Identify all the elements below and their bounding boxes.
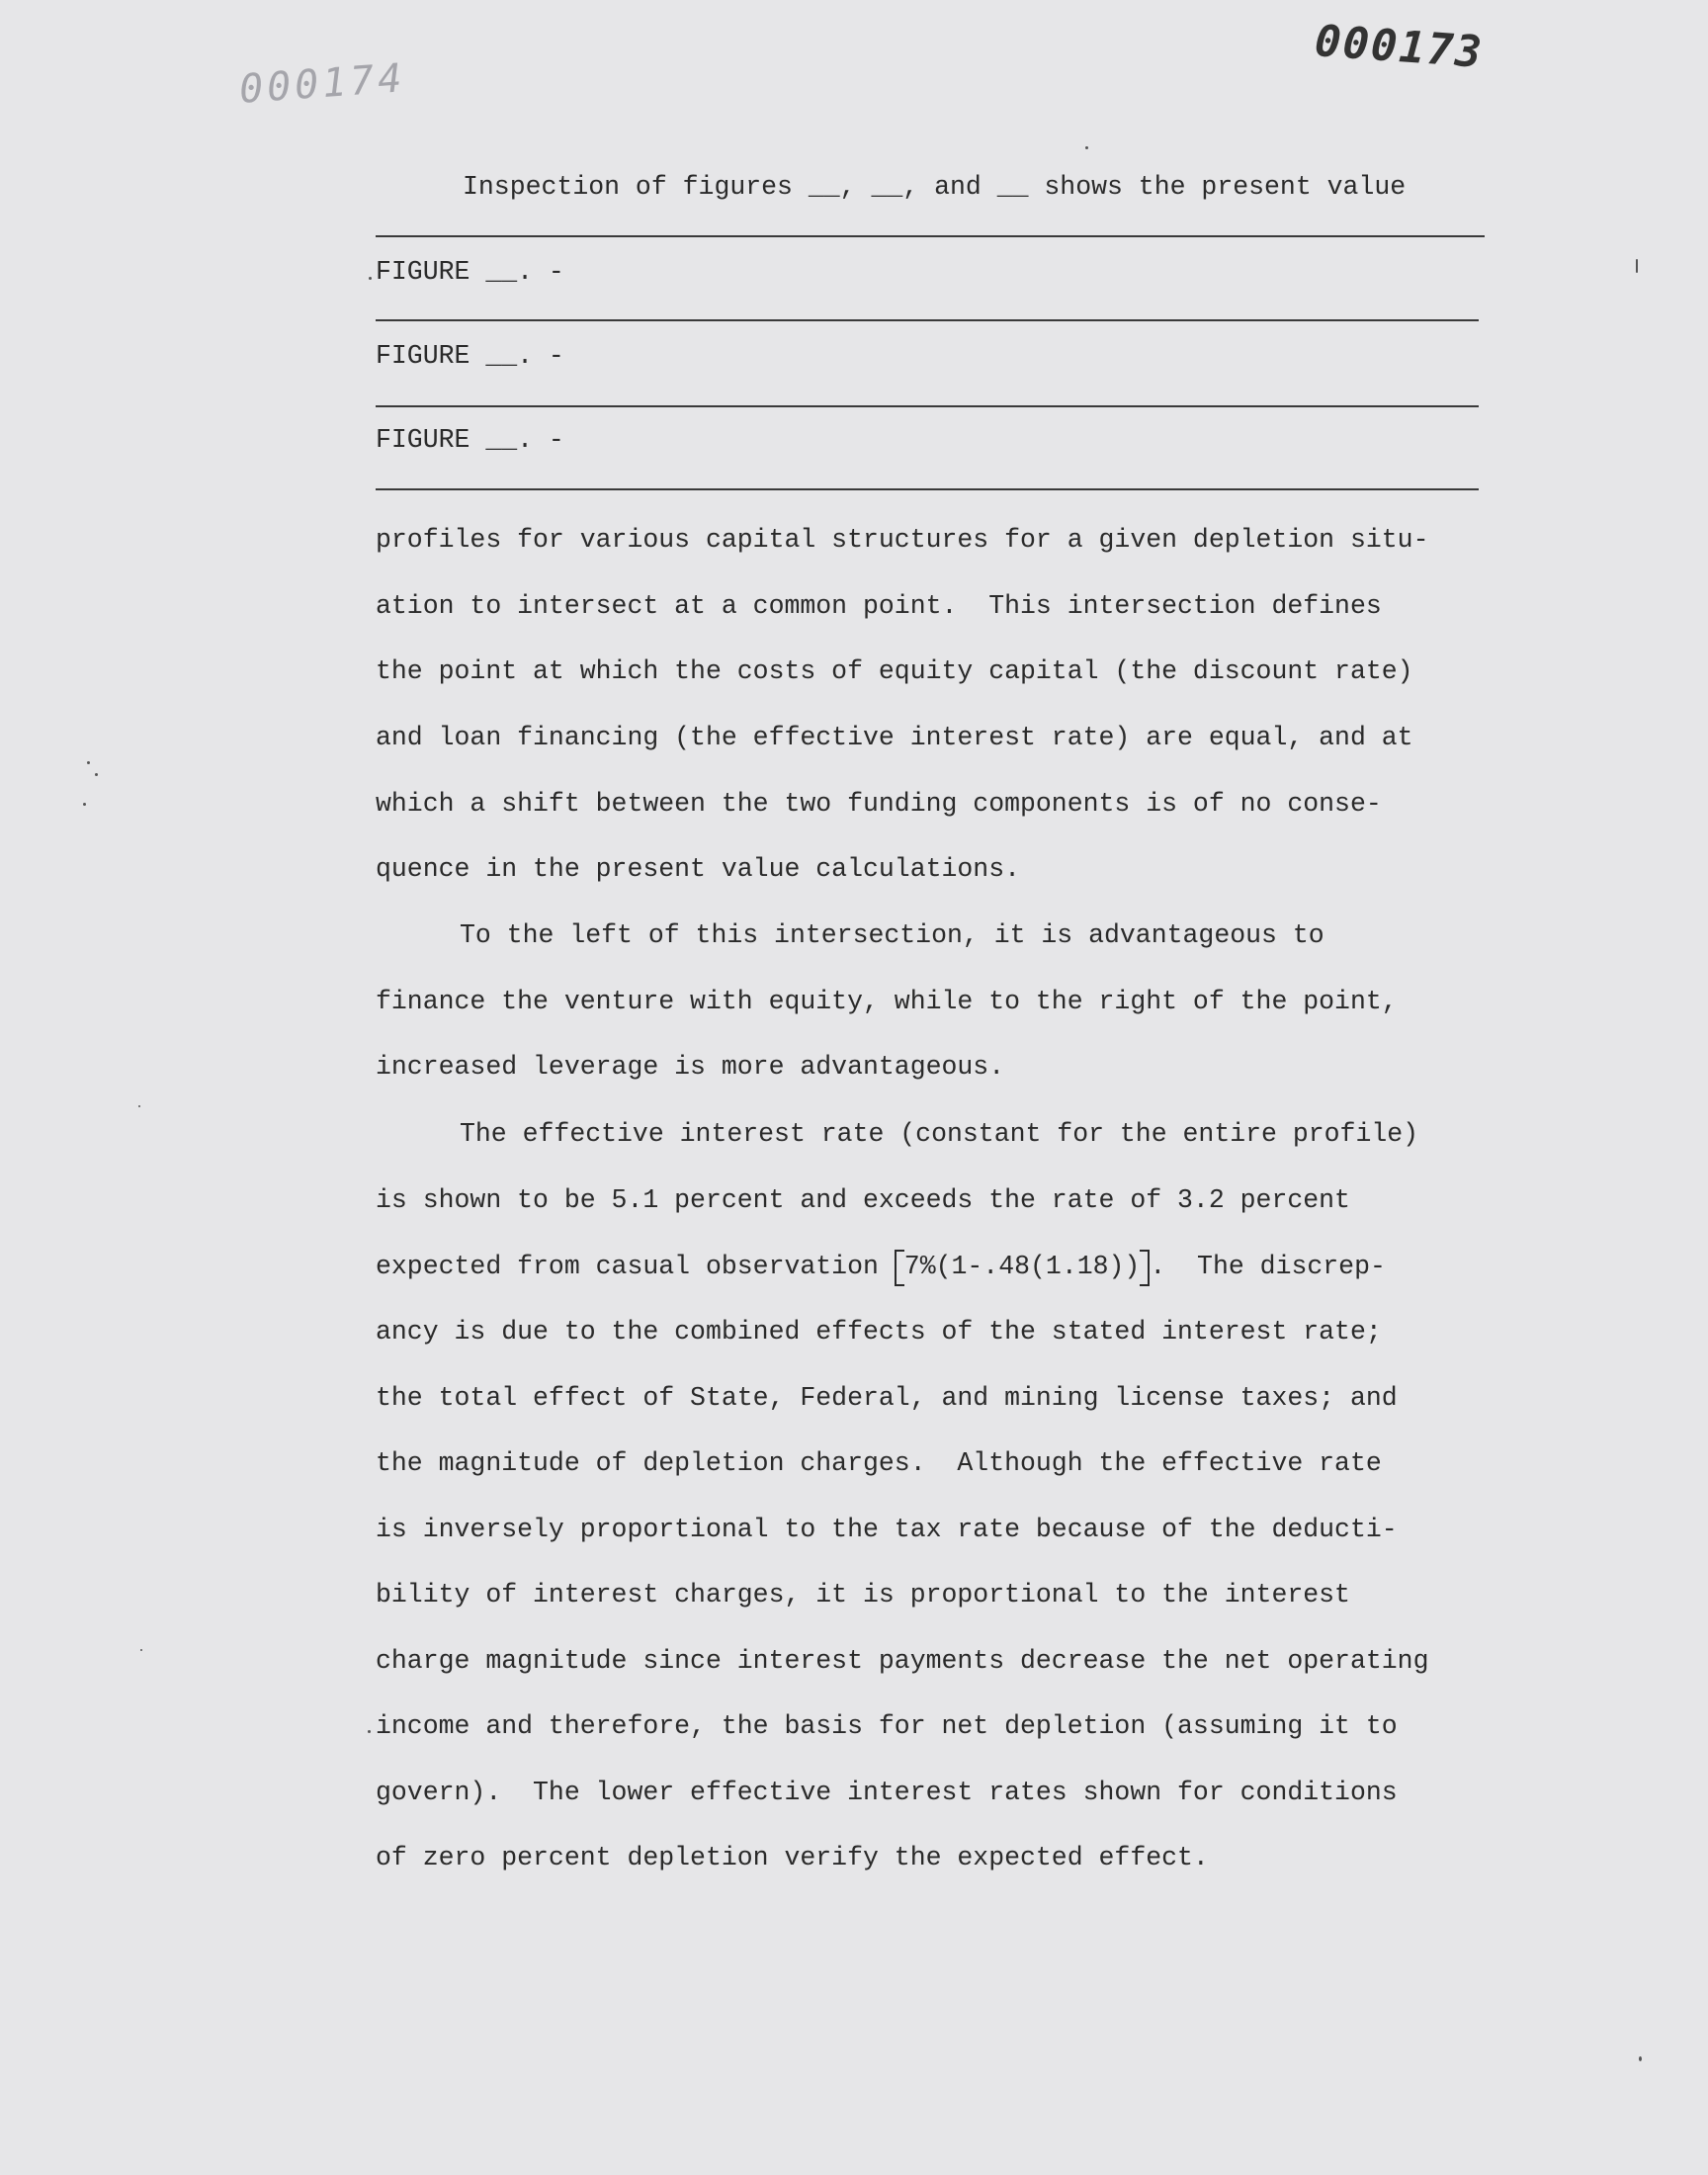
body-line: finance the venture with equity, while to the right of the point, (376, 987, 1398, 1016)
body-line: which a shift between the two funding components is of no conse- (376, 789, 1382, 819)
faint-number-stamp: 000174 (237, 55, 407, 113)
formula-line-before: expected from casual observation (376, 1252, 895, 1281)
figure-caption-3: FIGURE __. - (376, 425, 564, 455)
bates-number-stamp: 000173 (1313, 16, 1486, 78)
body-line: the magnitude of depletion charges. Although the effective rate (376, 1448, 1382, 1478)
scan-speck (1639, 2056, 1642, 2061)
body-line: is inversely proportional to the tax rate because of the deducti- (376, 1515, 1398, 1544)
rule (376, 235, 1485, 237)
scan-speck (140, 1649, 142, 1651)
body-line: govern). The lower effective interest rates shown for conditions (376, 1778, 1398, 1807)
body-line: charge magnitude since interest payments decrease the net operating (376, 1646, 1429, 1676)
body-line: bility of interest charges, it is proportional to the interest (376, 1580, 1350, 1610)
rule (376, 319, 1479, 321)
body-line: To the left of this intersection, it is advantageous to (460, 920, 1324, 950)
header-line: Inspection of figures __, __, and __ shows the present value (463, 172, 1407, 202)
body-line: quence in the present value calculations. (376, 854, 1021, 884)
body-line: ancy is due to the combined effects of the stated interest rate; (376, 1317, 1382, 1347)
rule (376, 405, 1479, 407)
scan-speck (95, 773, 98, 776)
figure-caption-1: FIGURE __. - (376, 257, 564, 287)
bracketed-formula (895, 1250, 1151, 1286)
scan-speck (138, 1105, 140, 1107)
scan-speck (369, 277, 372, 280)
figure-caption-2: FIGURE __. - (376, 341, 564, 371)
body-line: profiles for various capital structures for a given depletion situ- (376, 525, 1429, 555)
body-line: and loan financing (the effective interest rate) are equal, and at (376, 723, 1413, 752)
scan-speck (1085, 146, 1088, 149)
scan-speck (368, 1730, 371, 1733)
scan-speck (1636, 259, 1638, 273)
body-line: The effective interest rate (constant for the entire profile) (460, 1119, 1419, 1149)
formula-line (376, 1254, 1386, 1286)
body-line: increased leverage is more advantageous. (376, 1052, 1005, 1082)
scan-speck (83, 803, 86, 806)
formula-text: 7%(1-.48(1.18)) (903, 1252, 1141, 1281)
body-line: ation to intersect at a common point. This intersection defines (376, 591, 1382, 621)
scan-speck (87, 761, 90, 764)
body-line: income and therefore, the basis for net depletion (assuming it to (376, 1711, 1398, 1741)
formula-line-after: . The discrep- (1150, 1252, 1386, 1281)
rule (376, 488, 1479, 490)
body-line: is shown to be 5.1 percent and exceeds the rate of 3.2 percent (376, 1185, 1350, 1215)
body-line: of zero percent depletion verify the expected effect. (376, 1843, 1209, 1872)
body-line: the total effect of State, Federal, and mining license taxes; and (376, 1383, 1398, 1413)
body-line: the point at which the costs of equity capital (the discount rate) (376, 656, 1413, 686)
